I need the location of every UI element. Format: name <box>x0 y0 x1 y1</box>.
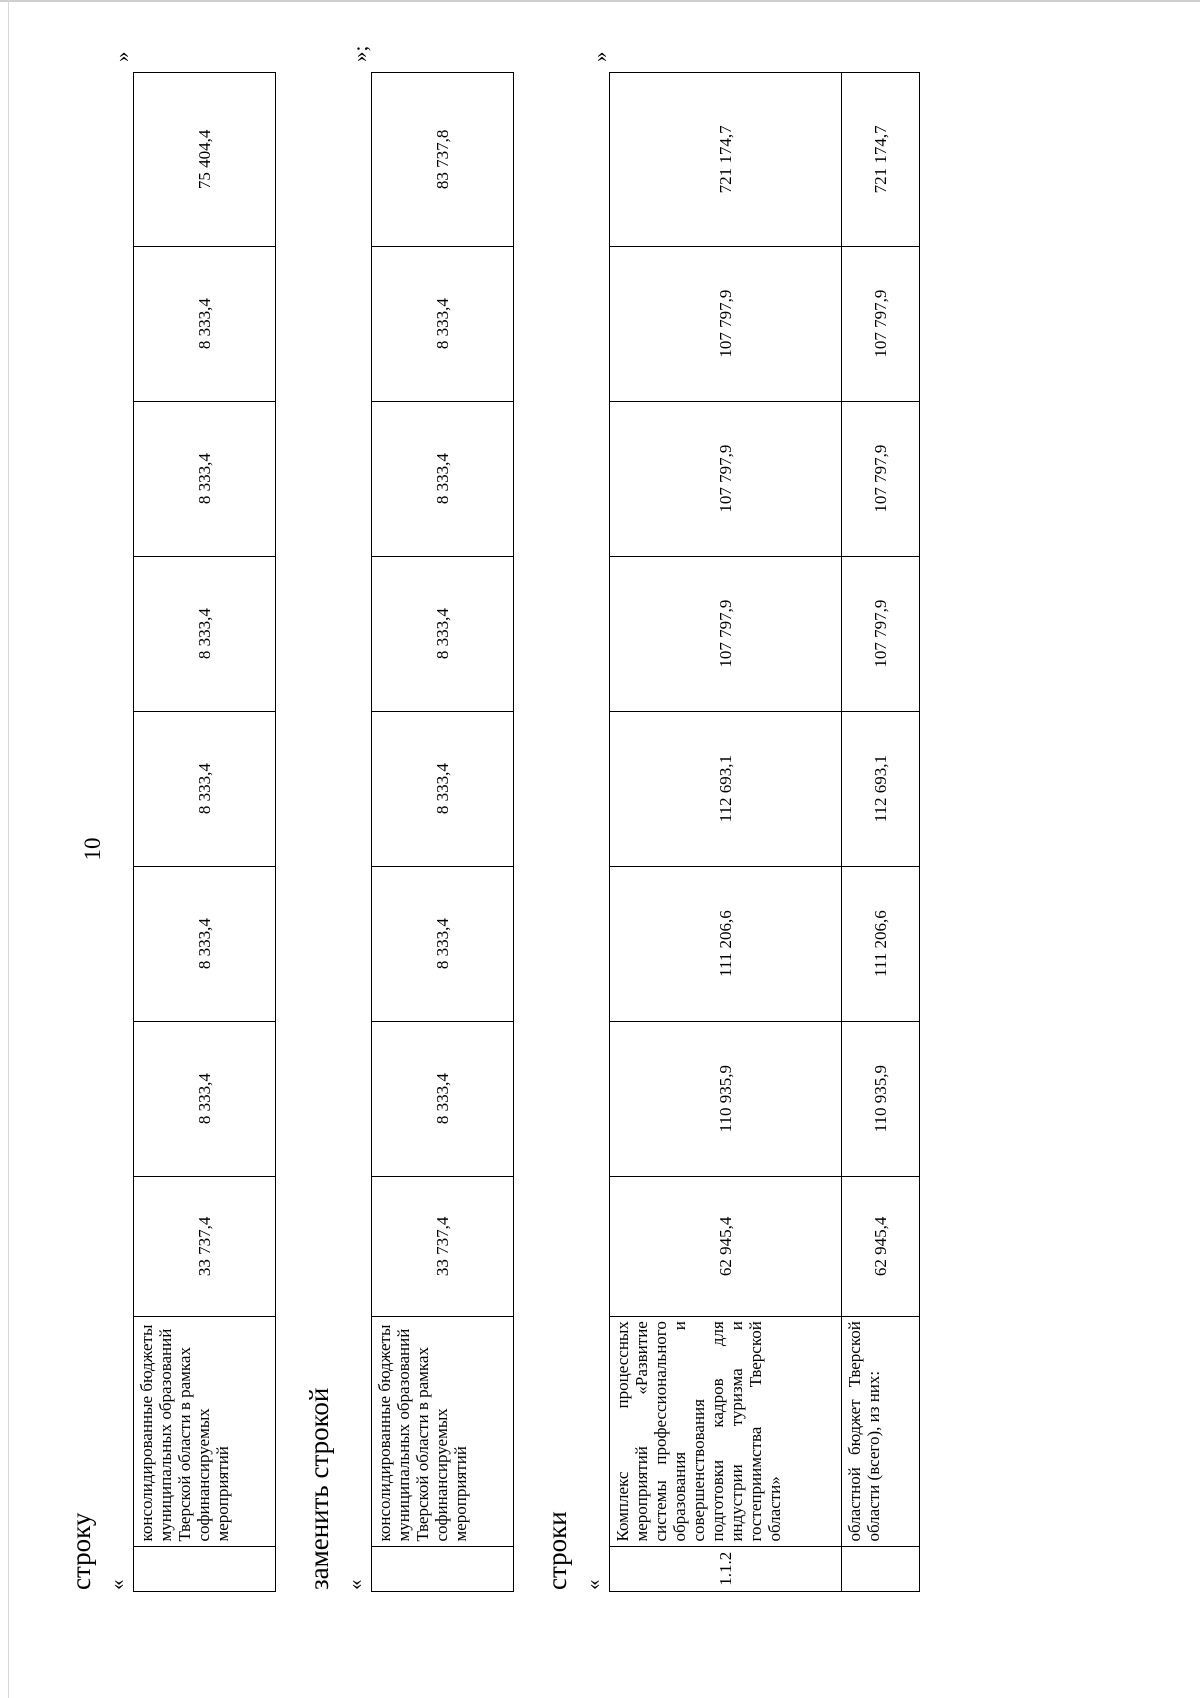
row-label-cell: областной бюджет Тверской области (всего), из них: <box>842 1317 920 1546</box>
value-total-cell: 75 404,4 <box>134 73 276 247</box>
value-cell: 33 737,4 <box>372 1176 514 1317</box>
value-cell: 62 945,4 <box>610 1176 842 1317</box>
table-row-replacement <box>371 72 514 1592</box>
value-cell: 8 333,4 <box>134 246 276 401</box>
value-cell: 107 797,9 <box>842 246 920 401</box>
value-cell: 8 333,4 <box>134 556 276 711</box>
table-row <box>134 73 276 1592</box>
table-row <box>372 73 514 1592</box>
value-cell: 8 333,4 <box>134 711 276 866</box>
row-label-cell: консолидированные бюджеты муниципальных образований Тверской области в рамках софинансируемых мероприятий <box>372 1317 514 1546</box>
row-code-cell <box>134 1546 276 1591</box>
value-cell: 8 333,4 <box>134 866 276 1021</box>
value-cell: 110 935,9 <box>842 1021 920 1176</box>
value-cell: 110 935,9 <box>610 1021 842 1176</box>
quote-close-3: » <box>588 51 612 62</box>
value-cell: 111 206,6 <box>610 866 842 1021</box>
value-total-cell: 721 174,7 <box>842 73 920 247</box>
value-cell: 107 797,9 <box>842 401 920 556</box>
row-label-cell: консолидированные бюджеты муниципальных образований Тверской области в рамках софинансируемых мероприятий <box>134 1317 276 1546</box>
value-total-cell: 83 737,8 <box>372 73 514 247</box>
value-cell: 107 797,9 <box>610 556 842 711</box>
value-cell: 112 693,1 <box>610 711 842 866</box>
value-cell: 8 333,4 <box>372 866 514 1021</box>
value-total-cell: 721 174,7 <box>610 73 842 247</box>
value-cell: 107 797,9 <box>610 246 842 401</box>
table-row-original <box>133 72 276 1592</box>
table-rows-1-1-2 <box>609 72 920 1592</box>
value-cell: 112 693,1 <box>842 711 920 866</box>
table-row <box>610 73 842 1592</box>
value-cell: 8 333,4 <box>372 556 514 711</box>
value-cell: 111 206,6 <box>842 866 920 1021</box>
quote-open-1: « <box>105 1579 129 1590</box>
value-cell: 8 333,4 <box>134 1021 276 1176</box>
page-number: 10 <box>80 837 105 861</box>
value-cell: 107 797,9 <box>610 401 842 556</box>
value-cell: 8 333,4 <box>372 401 514 556</box>
quote-close-semicolon-2: »; <box>348 45 372 62</box>
value-cell: 33 737,4 <box>134 1176 276 1317</box>
section-label-zamenit: заменить строкой <box>304 1387 334 1590</box>
value-cell: 8 333,4 <box>372 711 514 866</box>
value-cell: 107 797,9 <box>842 556 920 711</box>
row-code-cell: 1.1.2 <box>610 1546 842 1591</box>
section-label-stroki: строки <box>542 1511 572 1590</box>
table-row <box>842 73 920 1592</box>
value-cell: 8 333,4 <box>372 1021 514 1176</box>
quote-open-3: « <box>581 1579 605 1590</box>
quote-open-2: « <box>343 1579 367 1590</box>
value-cell: 8 333,4 <box>134 401 276 556</box>
value-cell: 8 333,4 <box>372 246 514 401</box>
row-code-cell <box>842 1546 920 1591</box>
row-label-cell: Комплекс процессных мероприятий «Развитие системы профессионального образования и совершенствования подготовки кадров для индустрии туризма и гостеприимства Тверской области» <box>610 1317 842 1546</box>
value-cell: 62 945,4 <box>842 1176 920 1317</box>
row-code-cell <box>372 1546 514 1591</box>
quote-close-1: » <box>110 51 134 62</box>
section-label-stroku: строку <box>66 1512 96 1590</box>
